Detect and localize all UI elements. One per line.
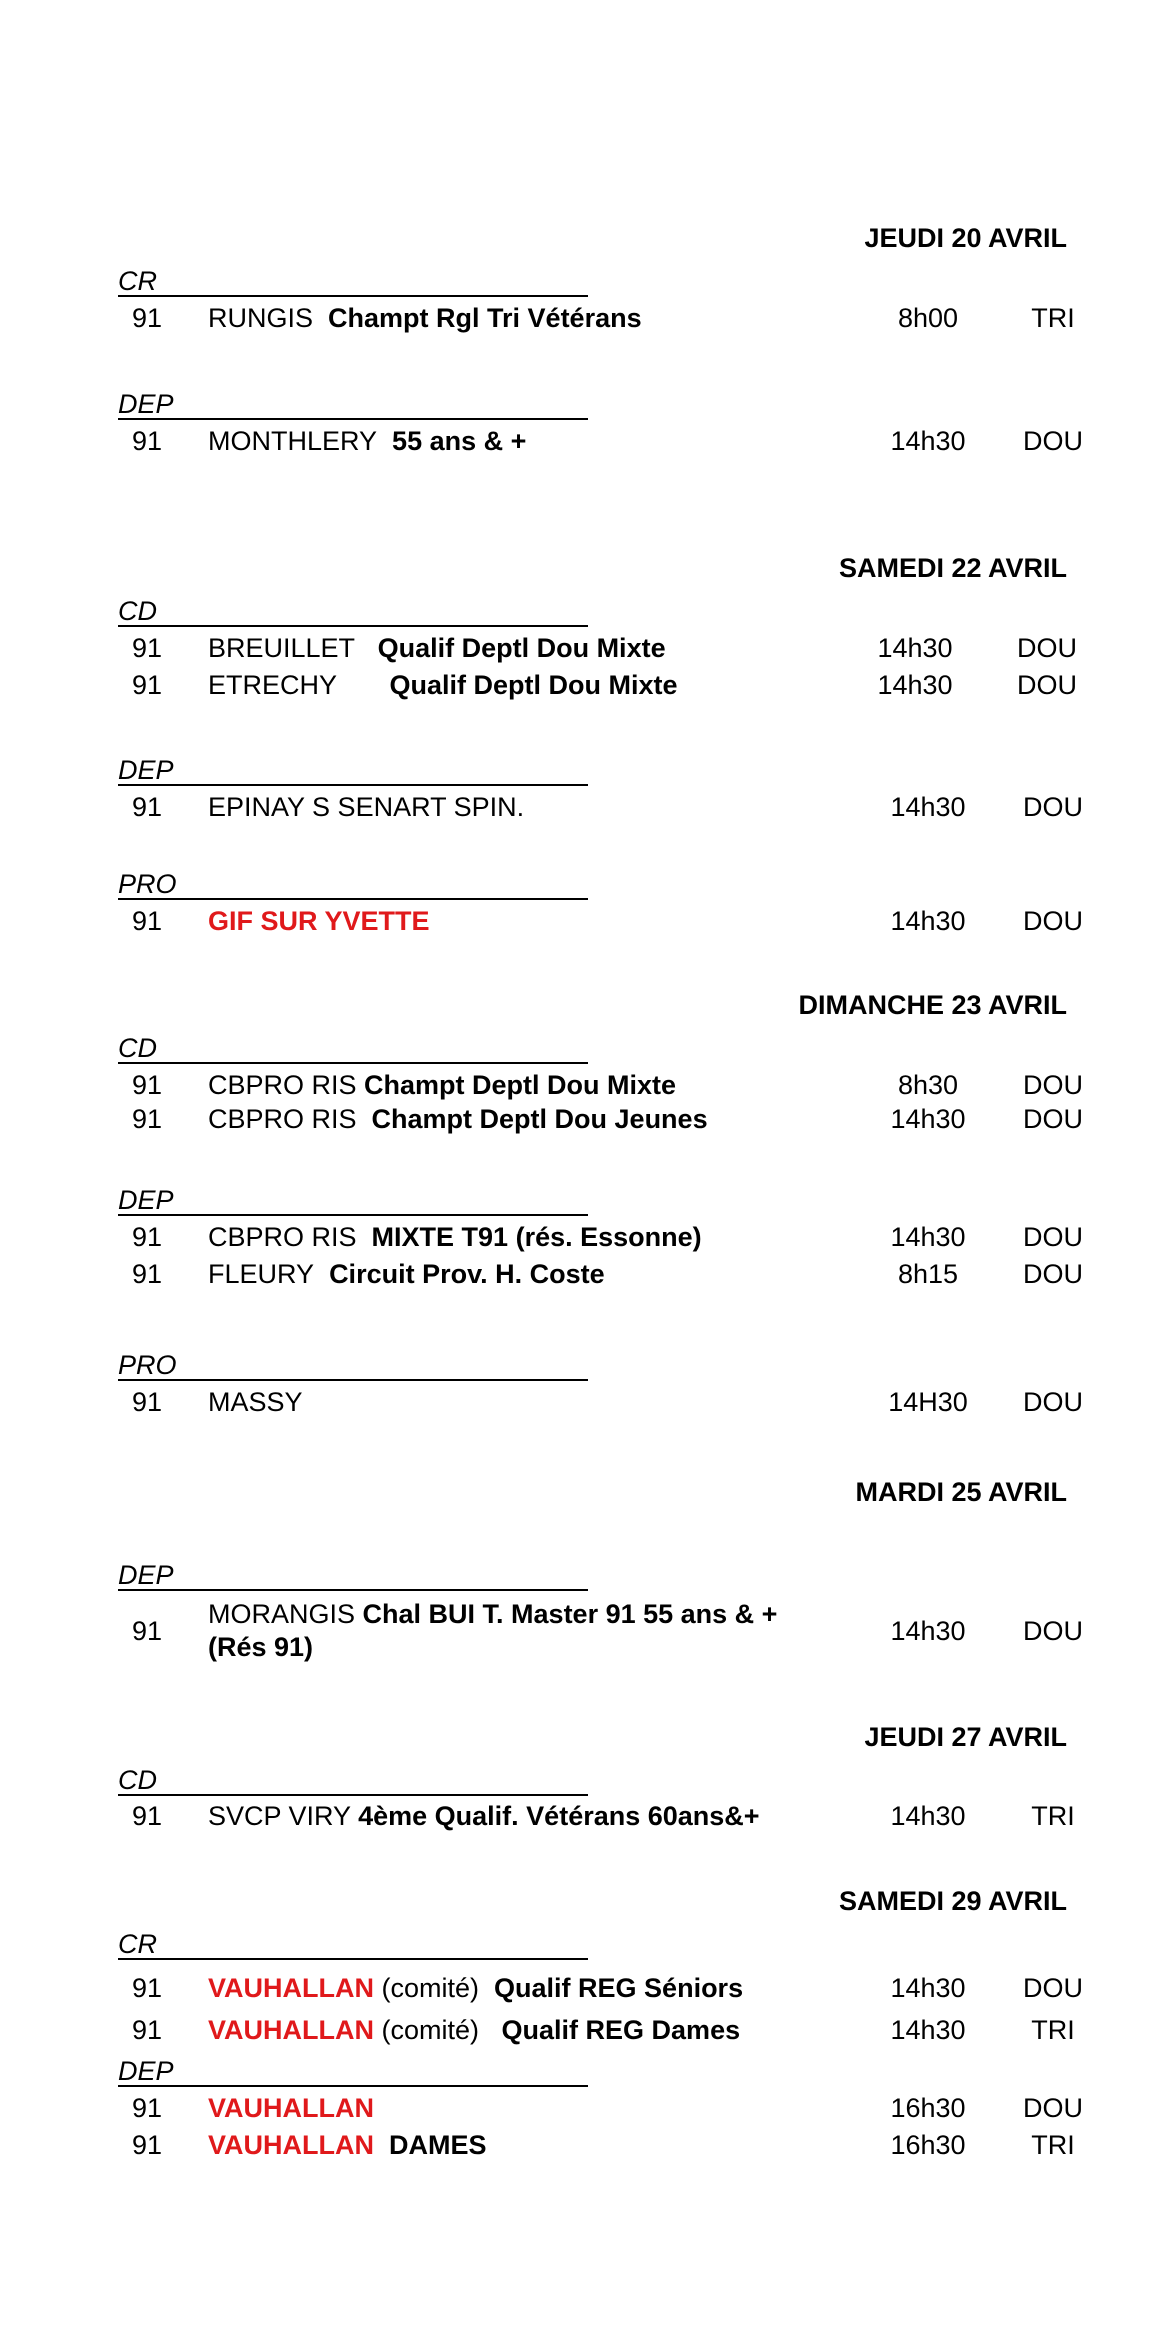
club-name: CBPRO RIS (208, 1104, 357, 1134)
event-label (208, 2130, 487, 2161)
dept-number: 91 (132, 670, 163, 700)
day-heading: MARDI 25 AVRIL (855, 1477, 1067, 1507)
event-label (208, 1259, 605, 1290)
event-note-line2: (Rés 91) (208, 1632, 314, 1662)
event-note: DAMES (389, 2130, 487, 2160)
club-name: ETRECHY (208, 670, 338, 700)
day-heading: DIMANCHE 23 AVRIL (798, 990, 1067, 1020)
event-type: DOU (1023, 1616, 1083, 1646)
club-name: MONTHLERY (208, 426, 378, 456)
category-label: DEP (118, 755, 174, 785)
event-note: Champt Deptl Dou Jeunes (371, 1104, 708, 1134)
category-divider (118, 1062, 588, 1064)
event-type: DOU (1023, 2093, 1083, 2123)
event-time: 8h30 (897, 1070, 959, 1100)
club-name: SVCP VIRY (208, 1801, 351, 1831)
dept-number: 91 (132, 1222, 163, 1252)
event-time: 14h30 (890, 906, 966, 936)
event-time: 14h30 (890, 426, 966, 456)
event-type: DOU (1023, 1387, 1083, 1417)
event-time: 16h30 (890, 2130, 966, 2160)
dept-number: 91 (132, 1973, 163, 2003)
event-type: DOU (1023, 426, 1083, 456)
club-name: VAUHALLAN (208, 1973, 374, 2003)
event-time: 14h30 (877, 670, 953, 700)
club-name: MASSY (208, 1387, 303, 1417)
category-divider (118, 898, 588, 900)
category-divider (118, 1794, 588, 1796)
event-type: DOU (1023, 1973, 1083, 2003)
event-note: MIXTE T91 (rés. Essonne) (371, 1222, 702, 1252)
event-type: DOU (1017, 670, 1077, 700)
club-name: CBPRO RIS (208, 1222, 357, 1252)
event-note: Qualif Deptl Dou Mixte (389, 670, 678, 700)
dept-number: 91 (132, 1387, 163, 1417)
day-heading: SAMEDI 29 AVRIL (838, 1886, 1067, 1916)
event-time: 8h15 (897, 1259, 959, 1289)
event-time: 14h30 (890, 1616, 966, 1646)
dept-number: 91 (132, 303, 163, 333)
event-type: TRI (1031, 1801, 1075, 1831)
event-type: DOU (1023, 1259, 1083, 1289)
dept-number: 91 (132, 1070, 163, 1100)
club-extra: (comité) (381, 1973, 480, 2003)
dept-number: 91 (132, 1616, 163, 1646)
category-label: DEP (118, 2056, 174, 2086)
club-name: VAUHALLAN (208, 2093, 374, 2123)
event-label (208, 633, 666, 664)
event-label (208, 303, 642, 334)
dept-number: 91 (132, 2093, 163, 2123)
club-name: EPINAY S SENART SPIN. (208, 792, 525, 822)
event-type: TRI (1031, 303, 1075, 333)
event-label (208, 670, 678, 701)
event-type: DOU (1023, 792, 1083, 822)
event-time: 14h30 (890, 1973, 966, 2003)
event-note: Qualif REG Séniors (494, 1973, 744, 2003)
dept-number: 91 (132, 906, 163, 936)
event-type: DOU (1023, 1104, 1083, 1134)
event-time: 14h30 (877, 633, 953, 663)
event-note: 55 ans & + (392, 426, 527, 456)
event-time: 8h00 (897, 303, 959, 333)
dept-number: 91 (132, 1801, 163, 1831)
club-name: FLEURY (208, 1259, 315, 1289)
day-heading: JEUDI 27 AVRIL (864, 1722, 1067, 1752)
dept-number: 91 (132, 2130, 163, 2160)
category-divider (118, 1214, 588, 1216)
event-note: 4ème Qualif. Vétérans 60ans&+ (358, 1801, 760, 1831)
event-type: DOU (1017, 633, 1077, 663)
category-divider (118, 295, 588, 297)
category-label: CR (118, 266, 157, 296)
category-divider (118, 2085, 588, 2087)
event-note: Champt Deptl Dou Mixte (364, 1070, 677, 1100)
club-extra: (comité) (381, 2015, 480, 2045)
dept-number: 91 (132, 2015, 163, 2045)
event-type: TRI (1031, 2015, 1075, 2045)
category-divider (118, 418, 588, 420)
category-label: DEP (118, 1560, 174, 1590)
event-time: 14h30 (890, 2015, 966, 2045)
event-time: 16h30 (890, 2093, 966, 2123)
dept-number: 91 (132, 633, 163, 663)
club-name: VAUHALLAN (208, 2015, 374, 2045)
dept-number: 91 (132, 1104, 163, 1134)
event-note: Circuit Prov. H. Coste (329, 1259, 605, 1289)
category-label: CR (118, 1929, 157, 1959)
club-name: MORANGIS (208, 1599, 356, 1629)
category-label: CD (118, 596, 157, 626)
event-label (208, 1973, 743, 2004)
category-label: CD (118, 1765, 157, 1795)
club-name: VAUHALLAN (208, 2130, 374, 2160)
category-divider (118, 1379, 588, 1381)
category-divider (118, 625, 588, 627)
event-note: Champt Rgl Tri Vétérans (328, 303, 642, 333)
event-label (208, 2015, 740, 2046)
club-name: BREUILLET (208, 633, 356, 663)
category-divider (118, 1958, 588, 1960)
event-time: 14H30 (888, 1387, 968, 1417)
category-label: PRO (118, 869, 177, 899)
event-label (208, 1104, 708, 1135)
event-type: DOU (1023, 1070, 1083, 1100)
event-label (208, 1070, 676, 1101)
category-label: PRO (118, 1350, 177, 1380)
event-type: TRI (1031, 2130, 1075, 2160)
day-heading: JEUDI 20 AVRIL (864, 223, 1067, 253)
day-heading: SAMEDI 22 AVRIL (838, 553, 1067, 583)
event-time: 14h30 (890, 792, 966, 822)
event-label (208, 1222, 702, 1253)
category-divider (118, 784, 588, 786)
event-time: 14h30 (890, 1104, 966, 1134)
event-time: 14h30 (890, 1801, 966, 1831)
category-label: DEP (118, 1185, 174, 1215)
event-note: Qualif REG Dames (501, 2015, 741, 2045)
category-divider (118, 1589, 588, 1591)
dept-number: 91 (132, 1259, 163, 1289)
event-type: DOU (1023, 906, 1083, 936)
dept-number: 91 (132, 792, 163, 822)
category-label: CD (118, 1033, 157, 1063)
event-note: Chal BUI T. Master 91 55 ans & + (362, 1599, 778, 1629)
event-note: Qualif Deptl Dou Mixte (377, 633, 666, 663)
club-name: GIF SUR YVETTE (208, 906, 430, 936)
event-label (208, 1599, 777, 1630)
event-label (208, 1801, 760, 1832)
dept-number: 91 (132, 426, 163, 456)
event-label (208, 426, 526, 457)
club-name: CBPRO RIS (208, 1070, 357, 1100)
event-time: 14h30 (890, 1222, 966, 1252)
club-name: RUNGIS (208, 303, 314, 333)
event-type: DOU (1023, 1222, 1083, 1252)
category-label: DEP (118, 389, 174, 419)
